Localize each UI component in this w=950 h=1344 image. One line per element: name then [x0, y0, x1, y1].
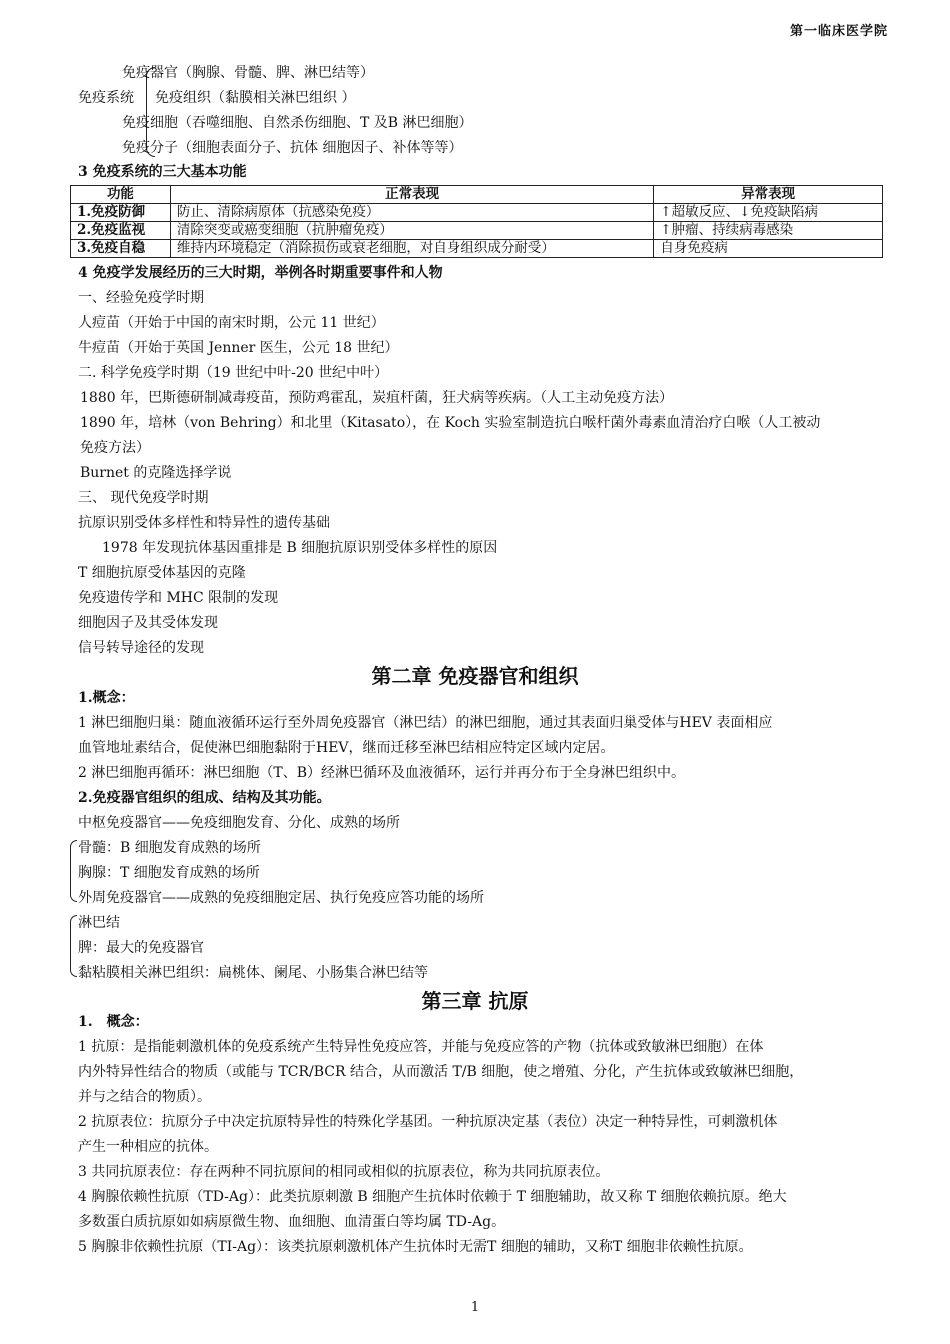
chapter2-concept-line: 1 淋巴细胞归巢：随血液循环运行至外周免疫器官（淋巴结）的淋巴细胞，通过其表面归巢受体与HEV 表面相应 — [78, 715, 773, 731]
history-line: Burnet 的克隆选择学说 — [80, 465, 232, 481]
history-line: 三、 现代免疫学时期 — [78, 490, 209, 506]
immune-item: 免疫组织（黏膜相关淋巴组织 ） — [155, 90, 356, 106]
history-line: 抗原识别受体多样性和特异性的遗传基础 — [78, 515, 330, 531]
history-line: 1978 年发现抗体基因重排是 B 细胞抗原识别受体多样性的原因 — [102, 540, 498, 556]
history-line: T 细胞抗原受体基因的克隆 — [78, 565, 246, 581]
chapter3-line: 4 胸腺依赖性抗原（TD-Ag）：此类抗原刺激 B 细胞产生抗体时依赖于 T 细胞辅助，故又称 T 细胞依赖抗原。绝大 — [78, 1189, 787, 1205]
history-line: 1880 年，巴斯德研制减毒疫苗，预防鸡霍乱，炭疽杆菌，狂犬病等疾病。（人工主动免疫方法） — [80, 390, 674, 406]
history-line: 牛痘苗（开始于英国 Jenner 医生，公元 18 世纪） — [78, 340, 399, 356]
chapter2-concept-title: 1.概念： — [78, 690, 135, 706]
table-header-row — [71, 186, 883, 204]
table-row — [71, 240, 883, 258]
table-header: 功能 — [71, 186, 171, 204]
chapter3-line: 3 共同抗原表位：存在两种不同抗原间的相同或相似的抗原表位，称为共同抗原表位。 — [78, 1164, 610, 1180]
table-cell: 自身免疫病 — [654, 240, 883, 258]
history-line: 免疫方法） — [80, 440, 150, 456]
table-row — [71, 222, 883, 240]
peripheral-organ-item: 淋巴结 — [78, 915, 120, 931]
peripheral-organ-line: 外周免疫器官——成熟的免疫细胞定居、执行免疫应答功能的场所 — [78, 890, 484, 906]
history-line: 一、经验免疫学时期 — [78, 290, 204, 306]
page-number: 1 — [470, 1300, 480, 1315]
page-header: 第一临床医学院 — [789, 24, 888, 39]
immune-item: 免疫细胞（吞噬细胞、自然杀伤细胞、T 及B 淋巴细胞） — [122, 115, 473, 131]
table-row — [71, 204, 883, 222]
chapter3-line: 产生一种相应的抗体。 — [78, 1139, 218, 1155]
chapter3-line: 1 抗原：是指能刺激机体的免疫系统产生特异性免疫应答，并能与免疫应答的产物（抗体或致敏淋巴细胞）在体 — [78, 1039, 764, 1055]
table-cell: 维持内环境稳定（消除损伤或衰老细胞，对自身组织成分耐受） — [170, 240, 653, 258]
chapter3-title: 第三章 抗原 — [421, 989, 529, 1013]
chapter3-line: 多数蛋白质抗原如如病原微生物、血细胞、血清蛋白等均属 TD-Ag。 — [78, 1214, 506, 1230]
immune-item: 免疫分子（细胞表面分子、抗体 细胞因子、补体等等） — [122, 140, 463, 156]
chapter3-line: 内外特异性结合的物质（或能与 TCR/BCR 结合，从而激活 T/B 细胞，使之增殖、分化，产生抗体或致敏淋巴细胞， — [78, 1064, 804, 1080]
history-line: 细胞因子及其受体发现 — [78, 615, 218, 631]
chapter3-line: 并与之结合的物质）。 — [78, 1089, 211, 1105]
organ-brace — [70, 840, 77, 902]
immune-system-label: 免疫系统 — [78, 90, 134, 106]
chapter2-concept-line: 2 淋巴细胞再循环：淋巴细胞（T、B）经淋巴循环及血液循环，运行并再分布于全身淋巴组织中。 — [78, 765, 685, 781]
history-line: 人痘苗（开始于中国的南宋时期，公元 11 世纪） — [78, 315, 385, 331]
history-line: 1890 年，培林（von Behring）和北里（Kitasato），在 Koch 实验室制造抗白喉杆菌外毒素血清治疗白喉（人工被动 — [80, 415, 821, 431]
history-line: 二. 科学免疫学时期（19 世纪中叶-20 世纪中叶） — [78, 365, 389, 381]
chapter2-concept-line: 血管地址素结合，促使淋巴细胞黏附于HEV，继而迁移至淋巴结相应特定区域内定居。 — [78, 740, 615, 756]
function-table — [70, 185, 883, 258]
section3-title: 3 免疫系统的三大基本功能 — [78, 164, 247, 180]
peripheral-organ-item: 脾：最大的免疫器官 — [78, 940, 204, 956]
immune-item: 免疫器官（胸腺、骨髓、脾、淋巴结等） — [122, 65, 374, 81]
table-cell: 防止、清除病原体（抗感染免疫） — [170, 204, 653, 222]
chapter3-line: 5 胸腺非依赖性抗原（TI-Ag）：该类抗原刺激机体产生抗体时无需T 细胞的辅助，又称T 细胞非依赖性抗原。 — [78, 1239, 753, 1255]
peripheral-organ-item: 黏粘膜相关淋巴组织：扁桃体、阑尾、小肠集合淋巴结等 — [78, 965, 428, 981]
section4-title: 4 免疫学发展经历的三大时期，举例各时期重要事件和人物 — [78, 265, 443, 281]
central-organ-line: 中枢免疫器官——免疫细胞发育、分化、成熟的场所 — [78, 815, 400, 831]
central-organ-item: 骨髓：B 细胞发育成熟的场所 — [78, 840, 261, 856]
chapter2-title: 第二章 免疫器官和组织 — [371, 664, 579, 688]
history-line: 免疫遗传学和 MHC 限制的发现 — [78, 590, 279, 606]
history-line: 信号转导途径的发现 — [78, 640, 204, 656]
table-cell: 清除突变或癌变细胞（抗肿瘤免疫） — [170, 222, 653, 240]
table-cell: ↑超敏反应、↓免疫缺陷病 — [654, 204, 883, 222]
chapter3-line: 2 抗原表位：抗原分子中决定抗原特异性的特殊化学基团。一种抗原决定基（表位）决定一种特异性，可刺激机体 — [78, 1114, 778, 1130]
table-cell: 3.免疫自稳 — [71, 240, 171, 258]
chapter2-organ-title: 2.免疫器官组织的组成、结构及其功能。 — [78, 790, 331, 806]
peripheral-brace — [70, 915, 77, 977]
central-organ-item: 胸腺：T 细胞发育成熟的场所 — [78, 865, 260, 881]
table-header: 正常表现 — [170, 186, 653, 204]
table-cell: ↑肿瘤、持续病毒感染 — [654, 222, 883, 240]
chapter3-concept-title: 1. 概念： — [78, 1014, 149, 1030]
table-cell: 1.免疫防御 — [71, 204, 171, 222]
table-header: 异常表现 — [654, 186, 883, 204]
table-cell: 2.免疫监视 — [71, 222, 171, 240]
